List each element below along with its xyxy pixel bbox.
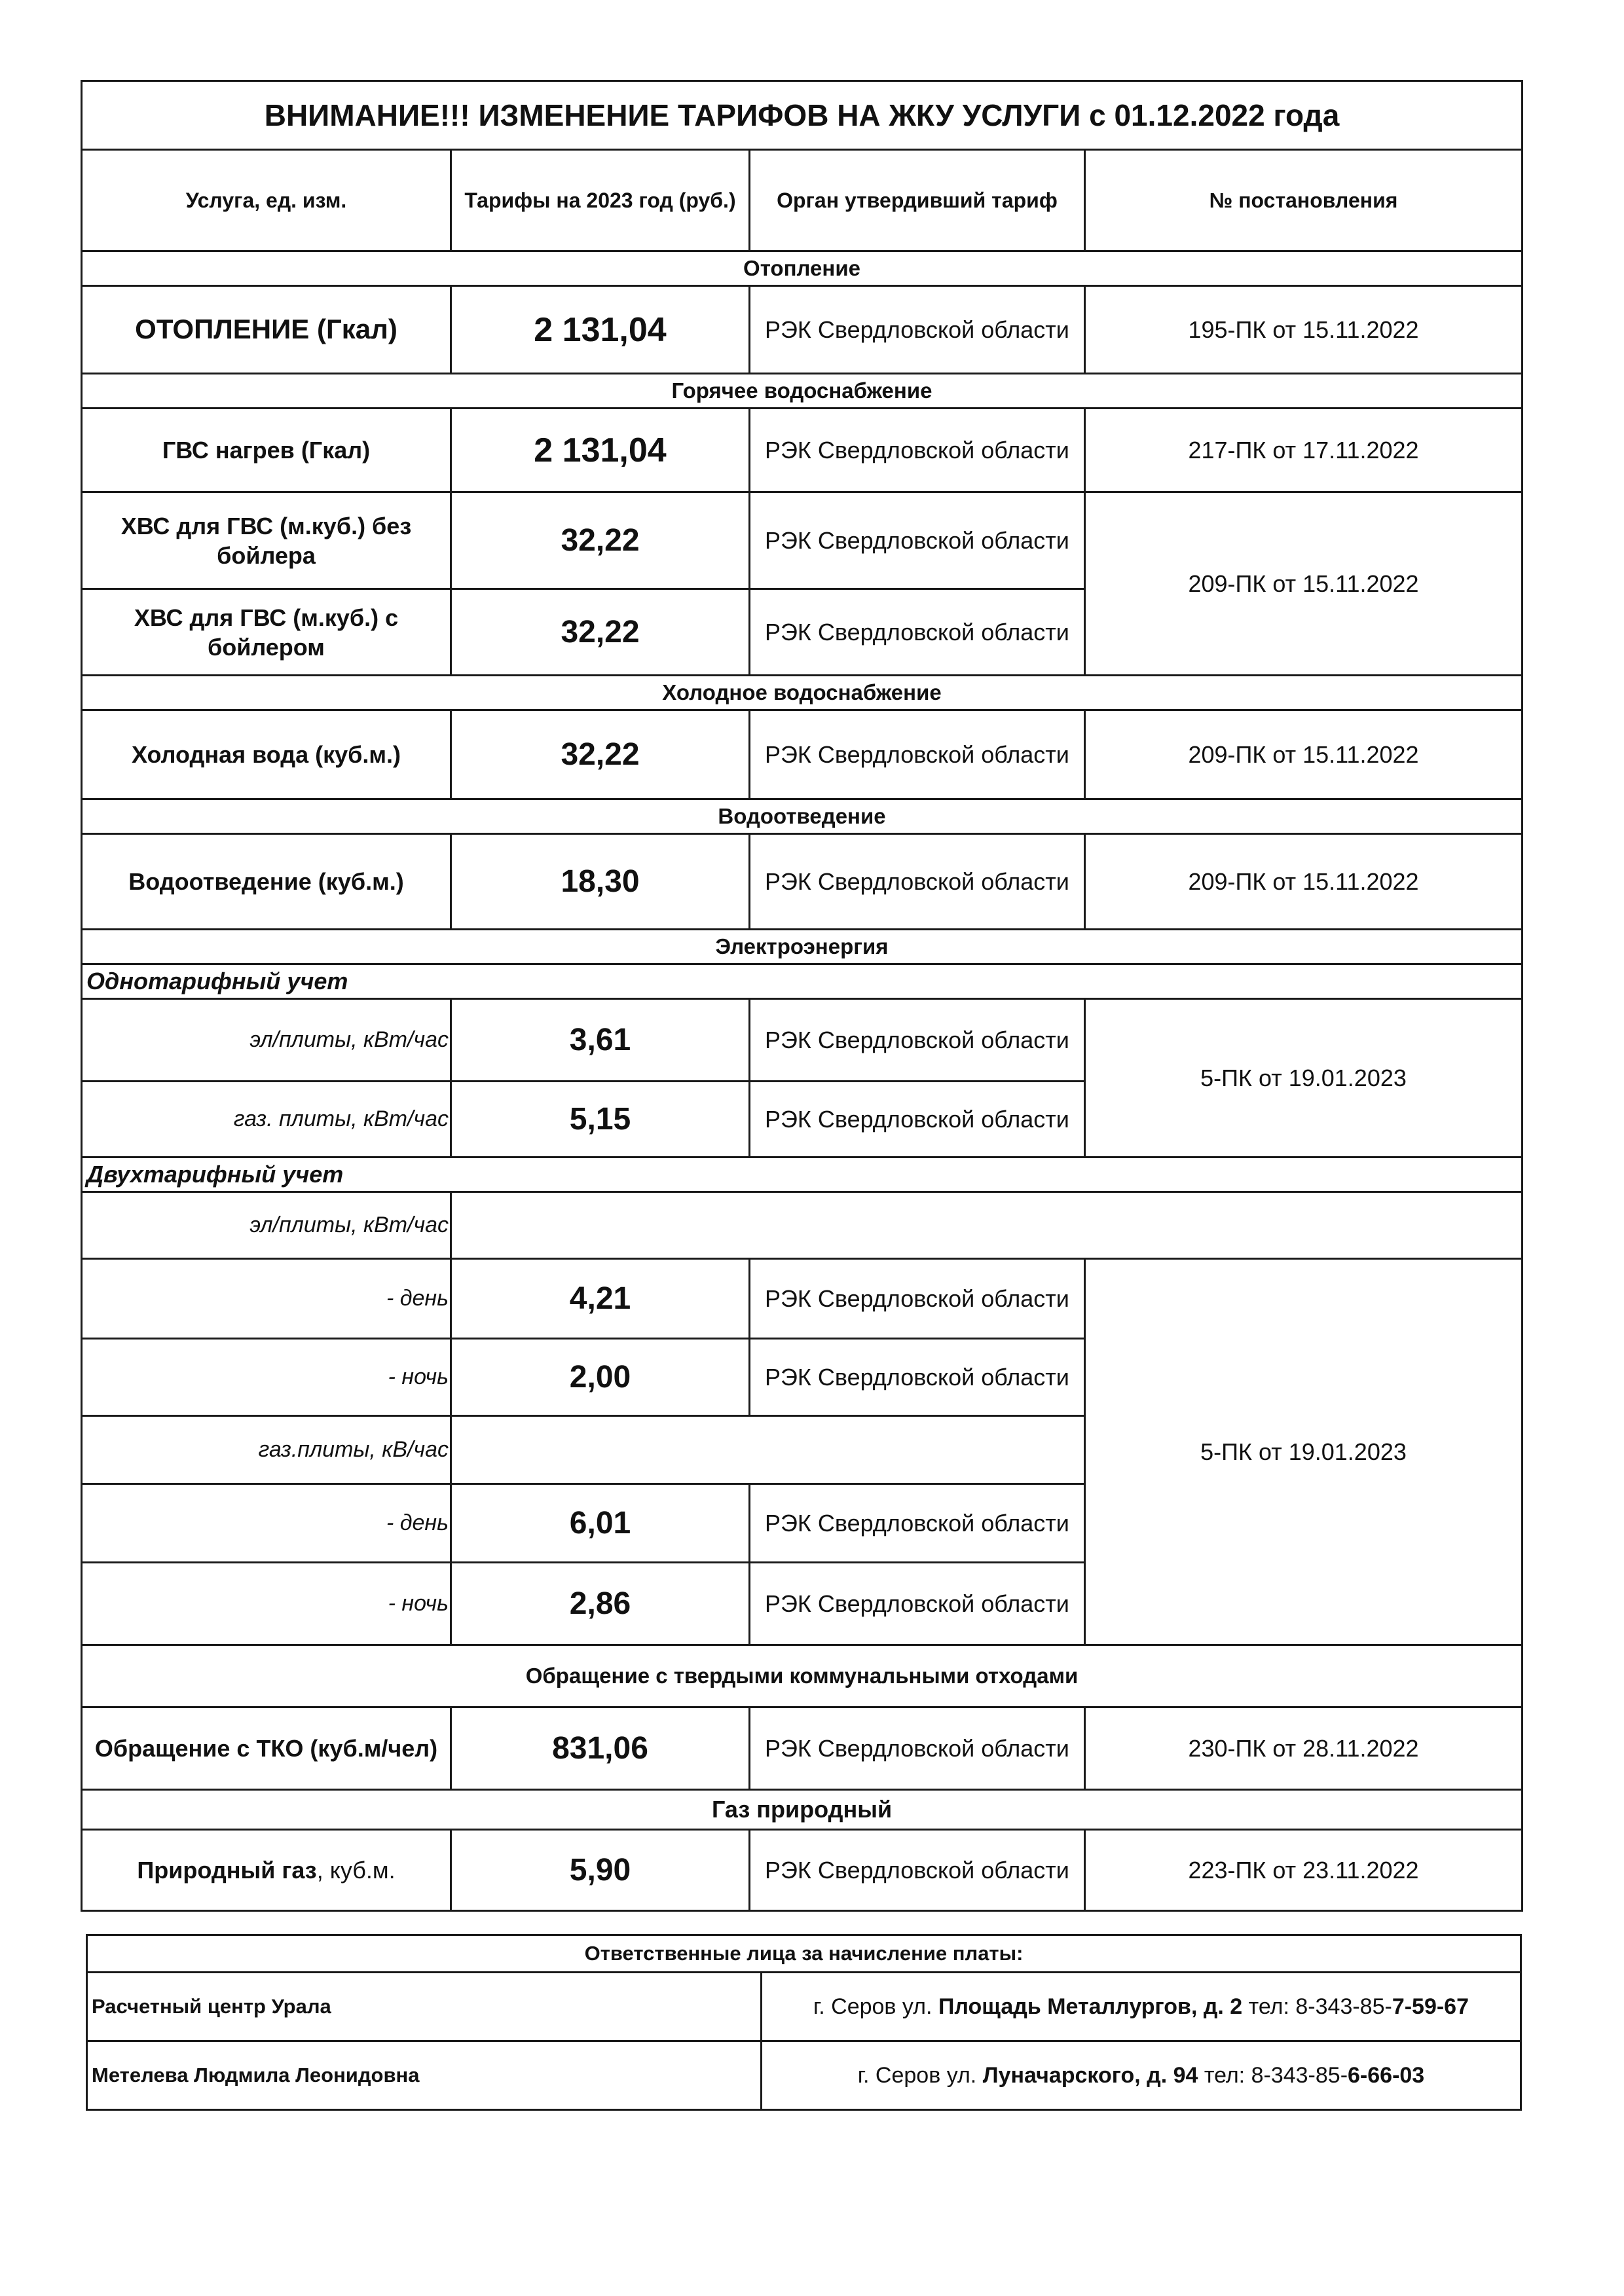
section-sewage: Водоотведение bbox=[82, 799, 1522, 834]
resolution-single-rate: 5-ПК от 19.01.2023 bbox=[1085, 999, 1522, 1157]
contact-phone-prefix: 8-343-85- bbox=[1251, 2062, 1348, 2088]
header-service: Услуга, ед. изм. bbox=[82, 150, 451, 251]
contacts-table bbox=[86, 1934, 1522, 2111]
contact-phone-suffix: 6-66-03 bbox=[1348, 2062, 1425, 2088]
row-single-electric-stoves bbox=[82, 999, 1522, 1082]
price-sewage: 18,30 bbox=[451, 834, 750, 930]
service-single-gas-stoves: газ. плиты, кВт/час bbox=[82, 1082, 451, 1157]
resolution-cold-water: 209-ПК от 15.11.2022 bbox=[1085, 710, 1522, 799]
price-cold-for-hot-no-boiler: 32,22 bbox=[451, 492, 750, 589]
label-dual-gas-stoves: газ.плиты, кВ/час bbox=[82, 1416, 451, 1484]
section-heating: Отопление bbox=[82, 251, 1522, 286]
contact-tel-label: тел: bbox=[1248, 1994, 1289, 2019]
contact-city: г. Серов ул. bbox=[857, 2062, 977, 2088]
resolution-gas: 223-ПК от 23.11.2022 bbox=[1085, 1830, 1522, 1911]
contact-phone-prefix: 8-343-85- bbox=[1295, 1994, 1392, 2019]
price-dual-gas-night: 2,86 bbox=[451, 1563, 750, 1645]
price-dual-electric-night: 2,00 bbox=[451, 1339, 750, 1416]
service-heating: ОТОПЛЕНИЕ (Гкал) bbox=[82, 286, 451, 374]
authority-dual-electric-day: РЭК Свердловской области bbox=[750, 1259, 1085, 1339]
row-gas bbox=[82, 1830, 1522, 1911]
service-gas-bold: Природный газ bbox=[137, 1857, 317, 1884]
service-cold-for-hot-no-boiler: ХВС для ГВС (м.куб.) без бойлера bbox=[82, 492, 451, 589]
service-hot-water-heating: ГВС нагрев (Гкал) bbox=[82, 409, 451, 492]
authority-gas: РЭК Свердловской области bbox=[750, 1830, 1085, 1911]
row-cold-for-hot-no-boiler bbox=[82, 492, 1522, 589]
service-single-electric-stoves: эл/плиты, кВт/час bbox=[82, 999, 451, 1082]
contact-name: Метелева Людмила Леонидовна bbox=[87, 2041, 762, 2110]
price-dual-gas-day: 6,01 bbox=[451, 1484, 750, 1563]
page-title: ВНИМАНИЕ!!! ИЗМЕНЕНИЕ ТАРИФОВ НА ЖКУ УСЛУГИ с 01.12.2022 года bbox=[82, 81, 1522, 150]
row-dual-electric-day bbox=[82, 1259, 1522, 1339]
contact-name: Расчетный центр Урала bbox=[87, 1973, 762, 2041]
tariffs-table bbox=[81, 80, 1523, 1912]
contacts-title: Ответственные лица за начисление платы: bbox=[87, 1935, 1521, 1973]
empty-cell bbox=[451, 1192, 1522, 1259]
section-waste: Обращение с твердыми коммунальными отходами bbox=[82, 1645, 1522, 1707]
label-dual-electric-stoves: эл/плиты, кВт/час bbox=[82, 1192, 451, 1259]
price-dual-electric-day: 4,21 bbox=[451, 1259, 750, 1339]
service-cold-for-hot-boiler: ХВС для ГВС (м.куб.) с бойлером bbox=[82, 589, 451, 676]
header-authority: Орган утвердивший тариф bbox=[750, 150, 1085, 251]
row-heating bbox=[82, 286, 1522, 374]
contact-street: Луначарского, д. 94 bbox=[982, 2062, 1198, 2088]
row-cold-water bbox=[82, 710, 1522, 799]
resolution-cold-for-hot: 209-ПК от 15.11.2022 bbox=[1085, 492, 1522, 676]
empty-cell bbox=[451, 1416, 1085, 1484]
section-electricity: Электроэнергия bbox=[82, 930, 1522, 964]
price-single-electric-stoves: 3,61 bbox=[451, 999, 750, 1082]
authority-waste: РЭК Свердловской области bbox=[750, 1707, 1085, 1790]
service-waste: Обращение с ТКО (куб.м/чел) bbox=[82, 1707, 451, 1790]
header-resolution: № постановления bbox=[1085, 150, 1522, 251]
resolution-waste: 230-ПК от 28.11.2022 bbox=[1085, 1707, 1522, 1790]
resolution-dual-rate: 5-ПК от 19.01.2023 bbox=[1085, 1259, 1522, 1645]
row-waste bbox=[82, 1707, 1522, 1790]
authority-sewage: РЭК Свердловской области bbox=[750, 834, 1085, 930]
authority-dual-gas-day: РЭК Свердловской области bbox=[750, 1484, 1085, 1563]
authority-cold-water: РЭК Свердловской области bbox=[750, 710, 1085, 799]
contact-address bbox=[762, 1973, 1521, 2041]
contact-row bbox=[87, 2041, 1521, 2110]
service-dual-electric-day: - день bbox=[82, 1259, 451, 1339]
authority-cold-for-hot-boiler: РЭК Свердловской области bbox=[750, 589, 1085, 676]
authority-single-gas-stoves: РЭК Свердловской области bbox=[750, 1082, 1085, 1157]
subsection-dual-rate: Двухтарифный учет bbox=[82, 1157, 1522, 1192]
resolution-sewage: 209-ПК от 15.11.2022 bbox=[1085, 834, 1522, 930]
contact-street: Площадь Металлургов, д. 2 bbox=[938, 1994, 1243, 2019]
price-hot-water-heating: 2 131,04 bbox=[451, 409, 750, 492]
header-row bbox=[82, 150, 1522, 251]
contact-row bbox=[87, 1973, 1521, 2041]
resolution-hot-water-heating: 217-ПК от 17.11.2022 bbox=[1085, 409, 1522, 492]
price-cold-for-hot-boiler: 32,22 bbox=[451, 589, 750, 676]
authority-hot-water-heating: РЭК Свердловской области bbox=[750, 409, 1085, 492]
section-hot-water: Горячее водоснабжение bbox=[82, 374, 1522, 409]
authority-heating: РЭК Свердловской области bbox=[750, 286, 1085, 374]
service-dual-electric-night: - ночь bbox=[82, 1339, 451, 1416]
service-sewage: Водоотведение (куб.м.) bbox=[82, 834, 451, 930]
service-cold-water: Холодная вода (куб.м.) bbox=[82, 710, 451, 799]
authority-dual-gas-night: РЭК Свердловской области bbox=[750, 1563, 1085, 1645]
authority-cold-for-hot-no-boiler: РЭК Свердловской области bbox=[750, 492, 1085, 589]
service-gas bbox=[82, 1830, 451, 1911]
section-cold-water: Холодное водоснабжение bbox=[82, 676, 1522, 710]
resolution-heating: 195-ПК от 15.11.2022 bbox=[1085, 286, 1522, 374]
service-dual-gas-day: - день bbox=[82, 1484, 451, 1563]
row-sewage bbox=[82, 834, 1522, 930]
contact-tel-label: тел: bbox=[1204, 2062, 1246, 2088]
section-gas: Газ природный bbox=[82, 1790, 1522, 1830]
price-gas: 5,90 bbox=[451, 1830, 750, 1911]
row-dual-electric-stoves-label bbox=[82, 1192, 1522, 1259]
service-dual-gas-night: - ночь bbox=[82, 1563, 451, 1645]
contact-city: г. Серов ул. bbox=[813, 1994, 932, 2019]
price-single-gas-stoves: 5,15 bbox=[451, 1082, 750, 1157]
price-waste: 831,06 bbox=[451, 1707, 750, 1790]
service-gas-unit: , куб.м. bbox=[316, 1857, 396, 1884]
subsection-single-rate: Однотарифный учет bbox=[82, 964, 1522, 999]
price-heating: 2 131,04 bbox=[451, 286, 750, 374]
header-tariff: Тарифы на 2023 год (руб.) bbox=[451, 150, 750, 251]
contact-phone-suffix: 7-59-67 bbox=[1392, 1994, 1469, 2019]
authority-single-electric-stoves: РЭК Свердловской области bbox=[750, 999, 1085, 1082]
row-hot-water-heating bbox=[82, 409, 1522, 492]
authority-dual-electric-night: РЭК Свердловской области bbox=[750, 1339, 1085, 1416]
price-cold-water: 32,22 bbox=[451, 710, 750, 799]
contact-address bbox=[762, 2041, 1521, 2110]
